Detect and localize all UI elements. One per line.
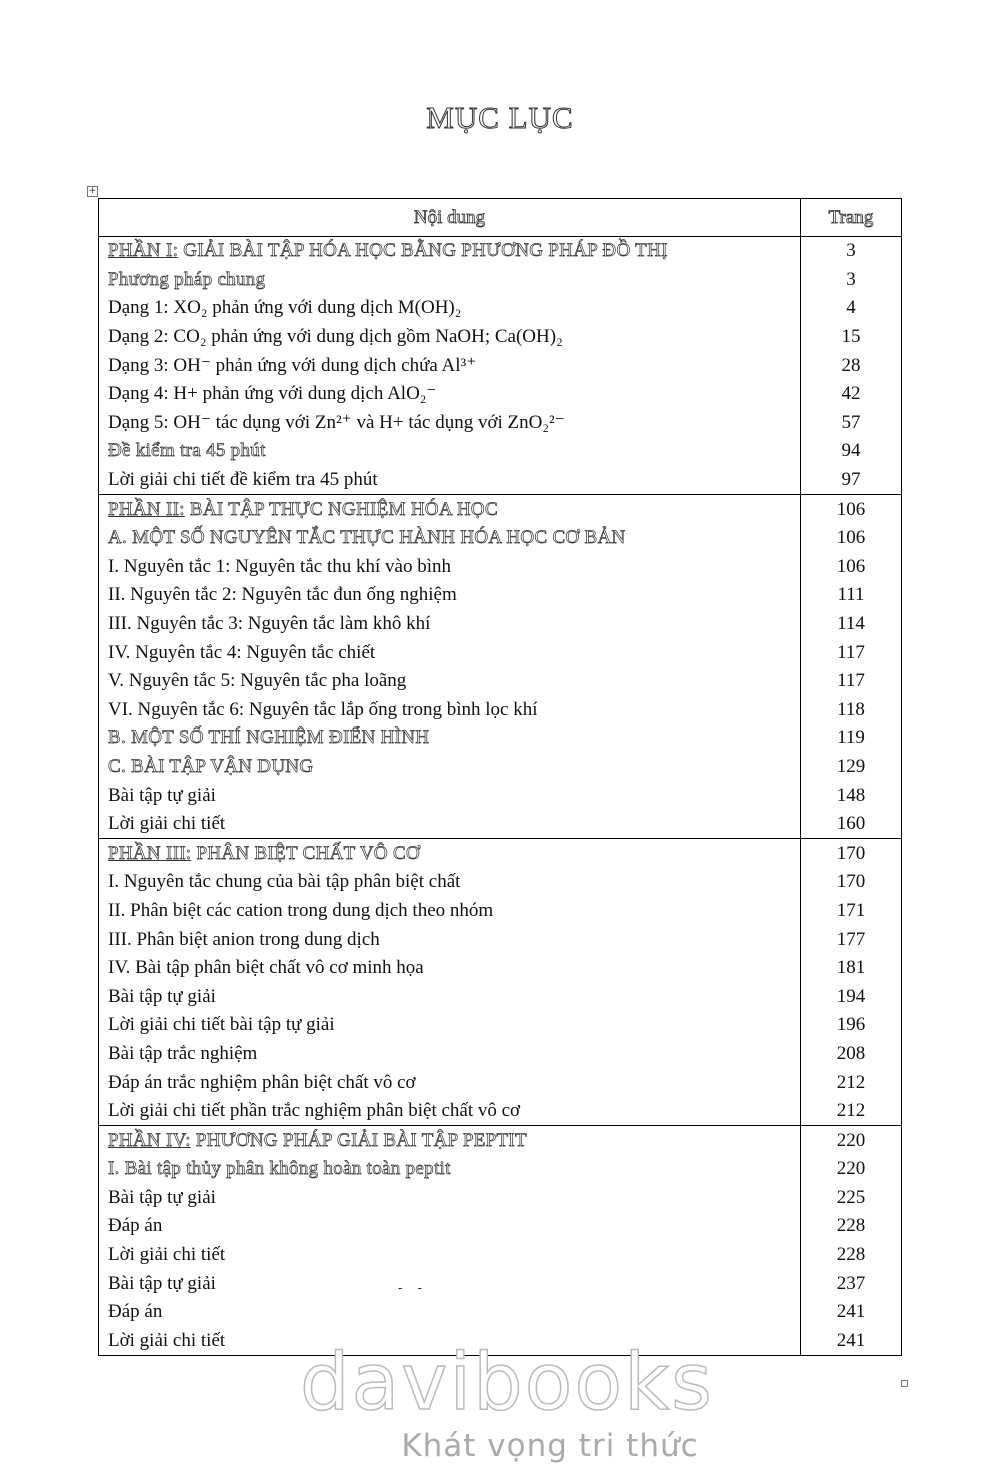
page-number: 196 [801, 1011, 902, 1040]
entry-title: C. BÀI TẬP VẬN DỤNG [108, 755, 314, 777]
toc-row [99, 810, 902, 839]
entry-title: VI. Nguyên tắc 6: Nguyên tắc lắp ống trong bình lọc khí [108, 698, 538, 720]
entry-title: Đề kiểm tra 45 phút [108, 440, 266, 462]
toc-row [99, 380, 902, 409]
resize-handle-icon[interactable] [901, 1380, 908, 1387]
page-number: 241 [801, 1298, 902, 1327]
page-number: 15 [801, 323, 902, 352]
part-title: PHÂN BIỆT CHẤT VÔ CƠ [191, 842, 420, 864]
toc-row [99, 1269, 902, 1298]
page-number: 225 [801, 1184, 902, 1213]
page-number: 171 [801, 897, 902, 926]
entry-title: Đáp án [108, 1301, 163, 1323]
toc-entry [99, 237, 801, 266]
page-number: 3 [801, 237, 902, 266]
part-title: BÀI TẬP THỰC NGHIỆM HÓA HỌC [184, 498, 498, 520]
toc-row [99, 1155, 902, 1184]
toc-entry [99, 897, 801, 926]
page-title: MỤC LỤC [426, 100, 574, 135]
entry-title: Phương pháp chung [108, 268, 266, 290]
toc-entry [99, 294, 801, 323]
toc-entry [99, 581, 801, 610]
toc-entry [99, 524, 801, 553]
entry-title: Lời giải chi tiết [108, 1244, 226, 1266]
header-content: Nội dung [99, 199, 801, 237]
entry-title: Dạng 3: OH⁻ phản ứng với dung dịch chứa Al³⁺ [108, 354, 477, 376]
entry-title: Đáp án [108, 1215, 163, 1237]
entry-title: Bài tập tự giải [108, 1272, 216, 1294]
entry-title: I. Nguyên tắc 1: Nguyên tắc thu khí vào bình [108, 555, 451, 577]
toc-entry [99, 638, 801, 667]
part-title: PHƯƠNG PHÁP GIẢI BÀI TẬP PEPTIT [190, 1129, 527, 1151]
move-handle-icon[interactable]: + [88, 186, 97, 196]
entry-title: Lời giải chi tiết bài tập tự giải [108, 1014, 335, 1036]
toc-entry [99, 1097, 801, 1126]
entry-title: I. Bài tập thủy phân không hoàn toàn peptit [108, 1158, 451, 1180]
toc-entry [99, 1298, 801, 1327]
page-number: 111 [801, 581, 902, 610]
entry-title: Đáp án trắc nghiệm phân biệt chất vô cơ [108, 1071, 416, 1093]
toc-row [99, 1068, 902, 1097]
toc-row [99, 524, 902, 553]
toc-row [99, 781, 902, 810]
page-number: 241 [801, 1327, 902, 1356]
toc-entry [99, 868, 801, 897]
page-number: 194 [801, 982, 902, 1011]
part-label: PHẦN III: [108, 842, 192, 864]
page-number: 42 [801, 380, 902, 409]
toc-row [99, 409, 902, 438]
entry-title: Bài tập tự giải [108, 1186, 216, 1208]
toc-row [99, 638, 902, 667]
toc-entry [99, 1040, 801, 1069]
stray-marks: - - [398, 1281, 422, 1295]
page-number: 220 [801, 1126, 902, 1155]
toc-row [99, 925, 902, 954]
page-number: 97 [801, 466, 902, 495]
toc-row [99, 954, 902, 983]
entry-title: Dạng 1: XO₂ phản ứng với dung dịch M(OH)₂ [108, 297, 462, 319]
toc-row [99, 1126, 902, 1155]
part-title: GIẢI BÀI TẬP HÓA HỌC BẰNG PHƯƠNG PHÁP ĐỒ THỊ [178, 240, 668, 262]
entry-title: Lời giải chi tiết đề kiểm tra 45 phút [108, 469, 378, 491]
toc-entry [99, 553, 801, 582]
page-number: 177 [801, 925, 902, 954]
toc-row [99, 1212, 902, 1241]
toc-entry [99, 954, 801, 983]
entry-title: V. Nguyên tắc 5: Nguyên tắc pha loãng [108, 670, 407, 692]
entry-title: I. Nguyên tắc chung của bài tập phân biệt chất [108, 871, 461, 893]
toc-table [98, 198, 902, 1356]
entry-title: Bài tập tự giải [108, 985, 216, 1007]
toc-row [99, 553, 902, 582]
toc-entry [99, 1241, 801, 1270]
toc-row [99, 1298, 902, 1327]
page-number: 4 [801, 294, 902, 323]
toc-row [99, 610, 902, 639]
toc-row [99, 724, 902, 753]
entry-title: IV. Nguyên tắc 4: Nguyên tắc chiết [108, 641, 376, 663]
toc-row [99, 696, 902, 725]
page-number: 118 [801, 696, 902, 725]
page-number: 117 [801, 667, 902, 696]
entry-title: B. MỘT SỐ THÍ NGHIỆM ĐIỂN HÌNH [108, 727, 430, 749]
toc-entry [99, 323, 801, 352]
toc-entry [99, 1068, 801, 1097]
entry-title: Dạng 2: CO₂ phản ứng với dung dịch gồm NaOH; Ca(OH)₂ [108, 326, 563, 348]
page-number: 119 [801, 724, 902, 753]
page-number: 3 [801, 266, 902, 295]
part-label: PHẦN IV: [108, 1129, 191, 1151]
page-number: 181 [801, 954, 902, 983]
page-number: 170 [801, 839, 902, 868]
toc-entry [99, 1184, 801, 1213]
page-number: 228 [801, 1241, 902, 1270]
entry-title: Lời giải chi tiết [108, 813, 226, 835]
toc-entry [99, 781, 801, 810]
page-number: 106 [801, 495, 902, 524]
toc-entry [99, 667, 801, 696]
toc-entry [99, 982, 801, 1011]
page-number: 117 [801, 638, 902, 667]
toc-entry [99, 1269, 801, 1298]
page-number: 148 [801, 781, 902, 810]
page-number: 228 [801, 1212, 902, 1241]
toc-entry [99, 1011, 801, 1040]
header-page: Trang [801, 199, 902, 237]
toc-entry [99, 696, 801, 725]
toc-entry [99, 437, 801, 466]
toc-row [99, 1097, 902, 1126]
toc-entry [99, 266, 801, 295]
toc-row [99, 294, 902, 323]
part-label: PHẦN II: [108, 498, 185, 520]
toc-row [99, 667, 902, 696]
toc-row [99, 351, 902, 380]
toc-row [99, 753, 902, 782]
toc-entry [99, 724, 801, 753]
page-number: 160 [801, 810, 902, 839]
toc-row [99, 982, 902, 1011]
page-number: 212 [801, 1097, 902, 1126]
toc-entry [99, 495, 801, 524]
page-number: 212 [801, 1068, 902, 1097]
watermark-tagline: Khát vọng tri thức [401, 1428, 699, 1464]
toc-entry [99, 351, 801, 380]
watermark-brand: davibooks [300, 1338, 714, 1428]
entry-title: A. MỘT SỐ NGUYÊN TẮC THỰC HÀNH HÓA HỌC CƠ BẢN [108, 527, 626, 549]
toc-row [99, 466, 902, 495]
toc-row [99, 1040, 902, 1069]
toc-entry [99, 380, 801, 409]
entry-title: Bài tập tự giải [108, 784, 216, 806]
entry-title: Lời giải chi tiết [108, 1329, 226, 1351]
page-number: 106 [801, 524, 902, 553]
toc-entry [99, 753, 801, 782]
entry-title: III. Nguyên tắc 3: Nguyên tắc làm khô khí [108, 613, 431, 635]
toc-row [99, 437, 902, 466]
entry-title: Dạng 5: OH⁻ tác dụng với Zn²⁺ và H+ tác dụng với ZnO₂²⁻ [108, 411, 565, 433]
part-label: PHẦN I: [108, 240, 179, 262]
toc-row [99, 495, 902, 524]
toc-entry [99, 839, 801, 868]
toc-row [99, 1241, 902, 1270]
toc-row [99, 237, 902, 266]
toc-entry [99, 810, 801, 839]
entry-title: IV. Bài tập phân biệt chất vô cơ minh họa [108, 957, 424, 979]
toc-entry [99, 610, 801, 639]
entry-title: Bài tập trắc nghiệm [108, 1042, 258, 1064]
toc-row [99, 1011, 902, 1040]
toc-row [99, 868, 902, 897]
toc-entry [99, 1155, 801, 1184]
page-number: 94 [801, 437, 902, 466]
entry-title: Lời giải chi tiết phần trắc nghiệm phân biệt chất vô cơ [108, 1100, 521, 1122]
toc-row [99, 266, 902, 295]
page-number: 170 [801, 868, 902, 897]
page-number: 129 [801, 753, 902, 782]
entry-title: Dạng 4: H+ phản ứng với dung dịch AlO₂⁻ [108, 383, 437, 405]
toc-row [99, 897, 902, 926]
toc-row [99, 1184, 902, 1213]
page-number: 28 [801, 351, 902, 380]
page-number: 114 [801, 610, 902, 639]
page-number: 220 [801, 1155, 902, 1184]
toc-entry [99, 1212, 801, 1241]
entry-title: III. Phân biệt anion trong dung dịch [108, 928, 380, 950]
toc-entry [99, 466, 801, 495]
toc-entry [99, 925, 801, 954]
page-number: 237 [801, 1269, 902, 1298]
toc-entry [99, 409, 801, 438]
page-number: 208 [801, 1040, 902, 1069]
entry-title: II. Phân biệt các cation trong dung dịch theo nhóm [108, 899, 494, 921]
entry-title: II. Nguyên tắc 2: Nguyên tắc đun ống nghiệm [108, 584, 457, 606]
toc-row [99, 839, 902, 868]
toc-row [99, 323, 902, 352]
toc-entry [99, 1126, 801, 1155]
page-number: 106 [801, 553, 902, 582]
page-number: 57 [801, 409, 902, 438]
toc-row [99, 581, 902, 610]
